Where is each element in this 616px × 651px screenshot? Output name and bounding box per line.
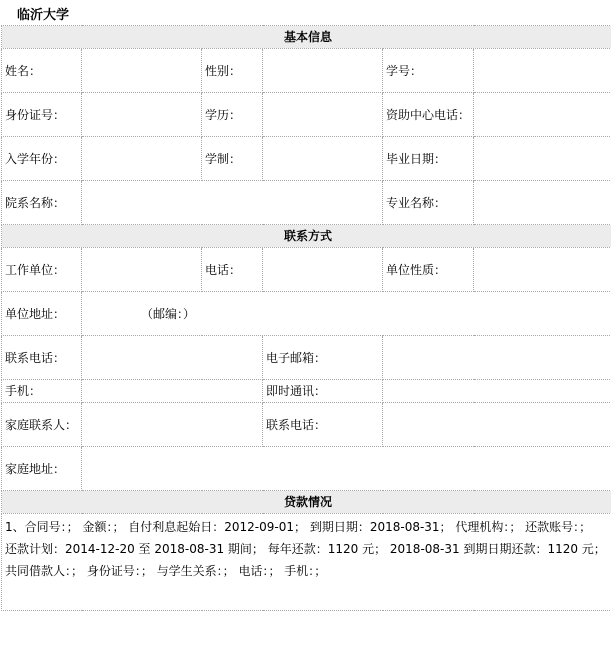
label-gender: 性别：: [202, 49, 263, 93]
value-name: [82, 49, 202, 93]
value-contact-phone: [82, 336, 263, 380]
label-department: 院系名称：: [2, 181, 82, 225]
loan-details: [2, 514, 612, 611]
label-name: 姓名：: [2, 49, 82, 93]
label-mobile: 手机：: [2, 380, 82, 403]
value-family-contact: [82, 403, 263, 447]
label-family-contact: 家庭联系人：: [2, 403, 82, 447]
value-major: [474, 181, 612, 225]
value-employer: [82, 248, 202, 292]
university-title: 临沂大学: [17, 8, 70, 23]
value-graduation-date: [474, 137, 612, 181]
value-employer-address: [82, 292, 612, 336]
label-study-length: 学制：: [202, 137, 263, 181]
loan-line-repayment-plan: 还款计划：2014-12-20 至 2018-08-31 期间； 每年还款：1120 元； 2018-08-31 到期日期还款：1120 元；: [5, 542, 606, 556]
right-edge: [611, 25, 616, 651]
label-id-card: 身份证号：: [2, 93, 82, 137]
label-email: 电子邮箱：: [263, 336, 383, 380]
label-enroll-year: 入学年份：: [2, 137, 82, 181]
label-aid-center-phone: 资助中心电话：: [383, 93, 474, 137]
value-mobile: [82, 380, 263, 403]
value-aid-center-phone: [474, 93, 612, 137]
value-email: [383, 336, 612, 380]
label-graduation-date: 毕业日期：: [383, 137, 474, 181]
value-home-address: [82, 447, 612, 491]
label-im: 即时通讯：: [263, 380, 383, 403]
label-employer: 工作单位：: [2, 248, 82, 292]
student-info-table: [1, 25, 612, 611]
value-employer-type: [474, 248, 612, 292]
label-employer-address: 单位地址：: [2, 292, 82, 336]
section-header-basic: 基本信息: [2, 26, 612, 49]
value-study-length: [263, 137, 383, 181]
label-family-contact-phone: 联系电话：: [263, 403, 383, 447]
value-im: [383, 380, 612, 403]
loan-line-contract: 1、合同号：； 金额：； 自付利息起始日：2012-09-01； 到期日期：2018-08-31； 代理机构：； 还款账号：；: [5, 520, 592, 534]
label-home-address: 家庭地址：: [2, 447, 82, 491]
value-department: [82, 181, 383, 225]
value-student-id: [474, 49, 612, 93]
section-header-contact: 联系方式: [2, 225, 612, 248]
value-family-contact-phone: [383, 403, 612, 447]
value-gender: [263, 49, 383, 93]
label-contact-phone: 联系电话：: [2, 336, 82, 380]
label-education: 学历：: [202, 93, 263, 137]
value-phone: [263, 248, 383, 292]
section-header-loan: 贷款情况: [2, 491, 612, 514]
label-student-id: 学号：: [383, 49, 474, 93]
value-education: [263, 93, 383, 137]
value-id-card: [82, 93, 202, 137]
loan-line-co-borrower: 共同借款人：； 身份证号：； 与学生关系：； 电话：； 手机：；: [5, 564, 327, 578]
label-major: 专业名称：: [383, 181, 474, 225]
label-phone: 电话：: [202, 248, 263, 292]
label-employer-type: 单位性质：: [383, 248, 474, 292]
postcode-text: （邮编：）: [141, 306, 196, 321]
value-enroll-year: [82, 137, 202, 181]
